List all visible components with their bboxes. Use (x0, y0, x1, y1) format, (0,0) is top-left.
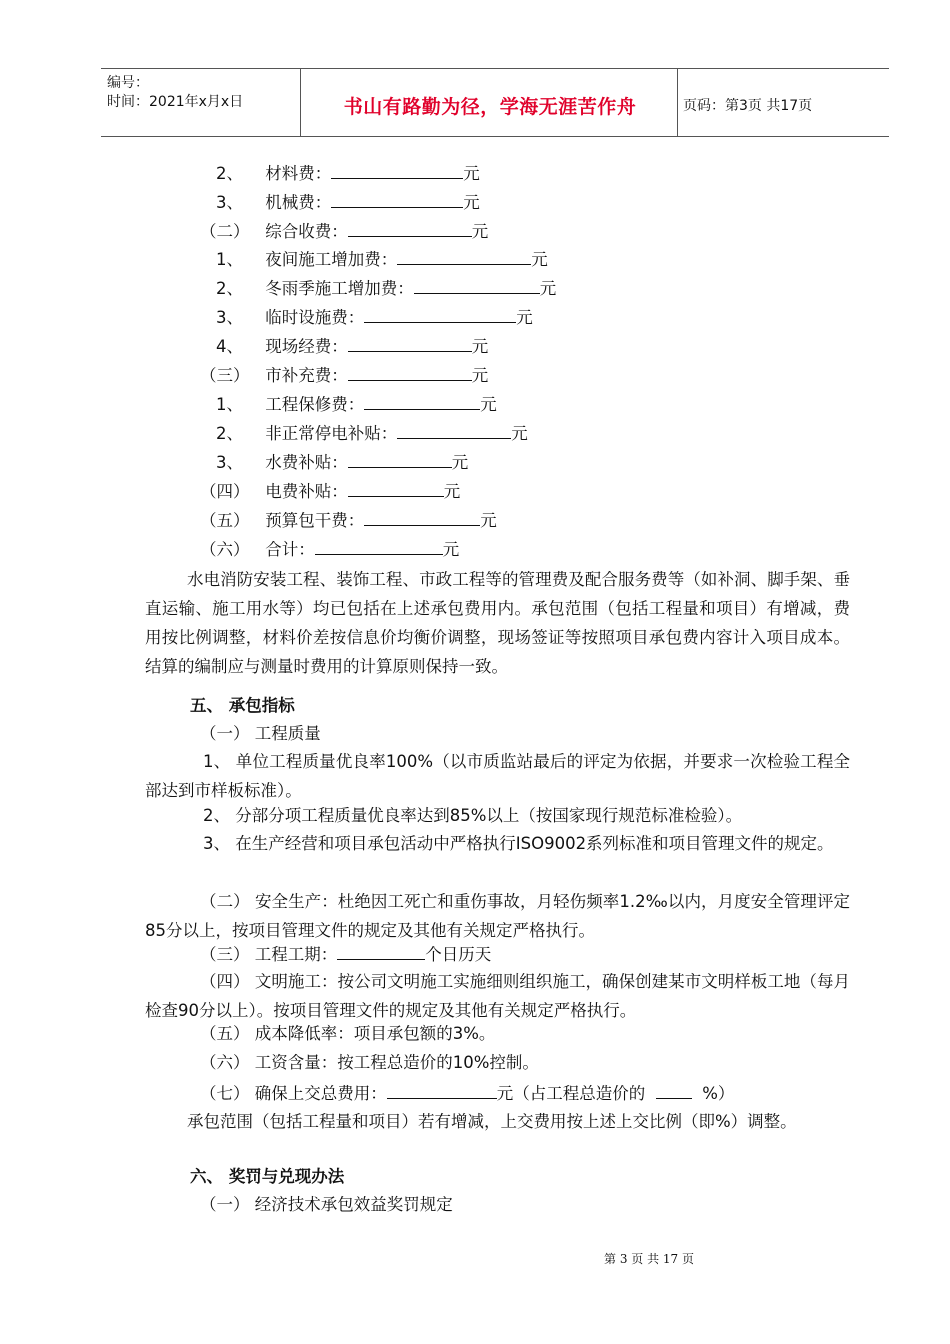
line-label: 水费补贴： (265, 453, 348, 472)
line-number: 3、 (216, 308, 243, 327)
line-label: 市补充费： (265, 366, 348, 385)
blank-field (331, 161, 463, 179)
cost-line-night (216, 247, 548, 271)
line-unit: 元 (471, 337, 489, 356)
document-time-label: 时间：2021年x月x日 (107, 94, 244, 110)
line-label: 预算包干费： (265, 511, 365, 530)
line-label: 冬雨季施工增加费： (265, 279, 414, 298)
line-unit: 元 (471, 222, 489, 241)
line-label: 电费补贴： (265, 482, 348, 501)
line-label: 夜间施工增加费： (265, 250, 398, 269)
line-unit: 元 (442, 540, 460, 559)
line-unit: 元 (443, 482, 461, 501)
cost-line-material (216, 161, 480, 185)
cost-line-site (216, 334, 488, 358)
blank-field (315, 537, 443, 555)
cost-line-machinery (216, 190, 480, 214)
line-number: （二） (200, 222, 250, 241)
cost-line-comprehensive (200, 219, 488, 243)
page-header (101, 68, 889, 137)
line-label: 合计： (265, 540, 315, 559)
blank-field (348, 219, 472, 237)
line-number: （六） (200, 540, 250, 559)
blank-field (348, 363, 472, 381)
period-unit: 个日历天 (425, 945, 492, 964)
blank-field (364, 508, 480, 526)
cost-line-total (200, 537, 459, 561)
payment-middle: 元（占工程总造价的 (496, 1084, 646, 1103)
line-number: （四） (200, 482, 250, 501)
line-label: 现场经费： (265, 337, 348, 356)
scope-paragraph: 水电消防安装工程、装饰工程、市政工程等的管理费及配合服务费等（如补洞、脚手架、垂直运输、施工用水等）均已包括在上述承包费用内。承包范围（包括工程量和项目）有增减，费用按比例调整，材料价差按信息价均衡价调整，现场签证等按照项目承包费内容计入项目成本。结算的编制应与测量时费用的计算原则保持一致。 (145, 570, 850, 676)
blank-field (348, 479, 444, 497)
economic-reward-heading: （一） 经济技术承包效益奖罚规定 (200, 1195, 453, 1214)
line-unit: 元 (539, 279, 557, 298)
line-unit: 元 (516, 308, 533, 327)
line-number: 1、 (216, 395, 243, 414)
header-meta (107, 74, 243, 112)
cost-line-water (216, 450, 468, 474)
line-label: 综合收费： (265, 222, 348, 241)
section-six-heading: 六、 奖罚与兑现办法 (190, 1167, 345, 1186)
blank-field (364, 305, 516, 323)
line-number: （三） (200, 366, 250, 385)
quality-item-3: 3、 在生产经营和项目承包活动中严格执行ISO9002系列标准和项目管理文件的规定。 (203, 834, 834, 853)
adjustment-text: 承包范围（包括工程量和项目）若有增减，上交费用按上述上交比例（即 (187, 1112, 715, 1131)
wage-content: （六） 工资含量：按工程总造价的10%控制。 (200, 1053, 539, 1072)
header-page-number: 页码：第3页 共17页 (683, 98, 813, 114)
line-unit: 元 (463, 193, 480, 212)
cost-line-temporary (216, 305, 533, 329)
cost-line-supplement (200, 363, 488, 387)
line-label: 材料费： (265, 164, 332, 183)
document-number-label: 编号： (107, 75, 149, 91)
cost-line-budget-lump (200, 508, 497, 532)
quality-item-2: 2、 分部分项工程质量优良率达到85%以上（按国家现行规范标准检验）。 (203, 806, 743, 825)
header-divider (677, 69, 678, 136)
payment-end: %） (702, 1084, 735, 1103)
line-unit: 元 (463, 164, 480, 183)
payment-label: （七） 确保上交总费用： (200, 1084, 387, 1103)
line-unit: 元 (451, 453, 469, 472)
blank-field (348, 334, 472, 352)
safety-production: （二） 安全生产：杜绝因工死亡和重伤事故，月轻伤频率1.2‰以内，月度安全管理评定85分以上，按项目管理文件的规定及其他有关规定严格执行。 (145, 892, 850, 940)
line-unit: 元 (511, 424, 528, 443)
line-label: 非正常停电补贴： (265, 424, 398, 443)
line-number: 4、 (216, 337, 243, 356)
line-number: 2、 (216, 424, 243, 443)
line-number: 2、 (216, 164, 243, 183)
line-label: 临时设施费： (265, 308, 365, 327)
cost-line-warranty (216, 392, 497, 416)
line-number: 3、 (216, 453, 243, 472)
cost-line-winter-rain (216, 276, 556, 300)
blank-field (331, 190, 463, 208)
quality-item-1: 1、 单位工程质量优良率100%（以市质监站最后的评定为依据，并要求一次检验工程全部达到市样板标准）。 (145, 752, 850, 800)
blank-field (397, 247, 531, 265)
quality-heading: （一） 工程质量 (200, 724, 321, 743)
header-motto: 书山有路勤为径，学海无涯苦作舟 (343, 96, 637, 118)
line-unit: 元 (531, 250, 548, 269)
total-payment (200, 1081, 734, 1105)
cost-reduction-rate: （五） 成本降低率：项目承包额的3%。 (200, 1024, 496, 1043)
blank-field (364, 392, 480, 410)
line-number: 2、 (216, 279, 243, 298)
line-unit: 元 (480, 395, 497, 414)
line-unit: 元 (480, 511, 497, 530)
cost-line-power-outage (216, 421, 528, 445)
line-label: 机械费： (265, 193, 332, 212)
blank-field (656, 1081, 692, 1099)
blank-field (387, 1081, 497, 1099)
page-footer: 第 3 页 共 17 页 (604, 1252, 694, 1266)
construction-period (200, 942, 491, 966)
blank-field (337, 942, 425, 960)
civilized-construction: （四） 文明施工：按公司文明施工实施细则组织施工，确保创建某市文明样板工地（每月检查90分以上）。按项目管理文件的规定及其他有关规定严格执行。 (145, 972, 850, 1020)
adjustment-paragraph (145, 1107, 850, 1136)
cost-line-electricity (200, 479, 460, 503)
adjustment-text-end: %）调整。 (715, 1112, 797, 1131)
header-divider (300, 69, 301, 136)
blank-field (397, 421, 511, 439)
blank-field (414, 276, 540, 294)
section-five-heading: 五、 承包指标 (190, 696, 295, 715)
line-unit: 元 (471, 366, 489, 385)
line-number: 1、 (216, 250, 243, 269)
line-number: 3、 (216, 193, 243, 212)
line-number: （五） (200, 511, 250, 530)
blank-field (348, 450, 452, 468)
line-label: 工程保修费： (265, 395, 365, 414)
period-label: （三） 工程工期： (200, 945, 338, 964)
